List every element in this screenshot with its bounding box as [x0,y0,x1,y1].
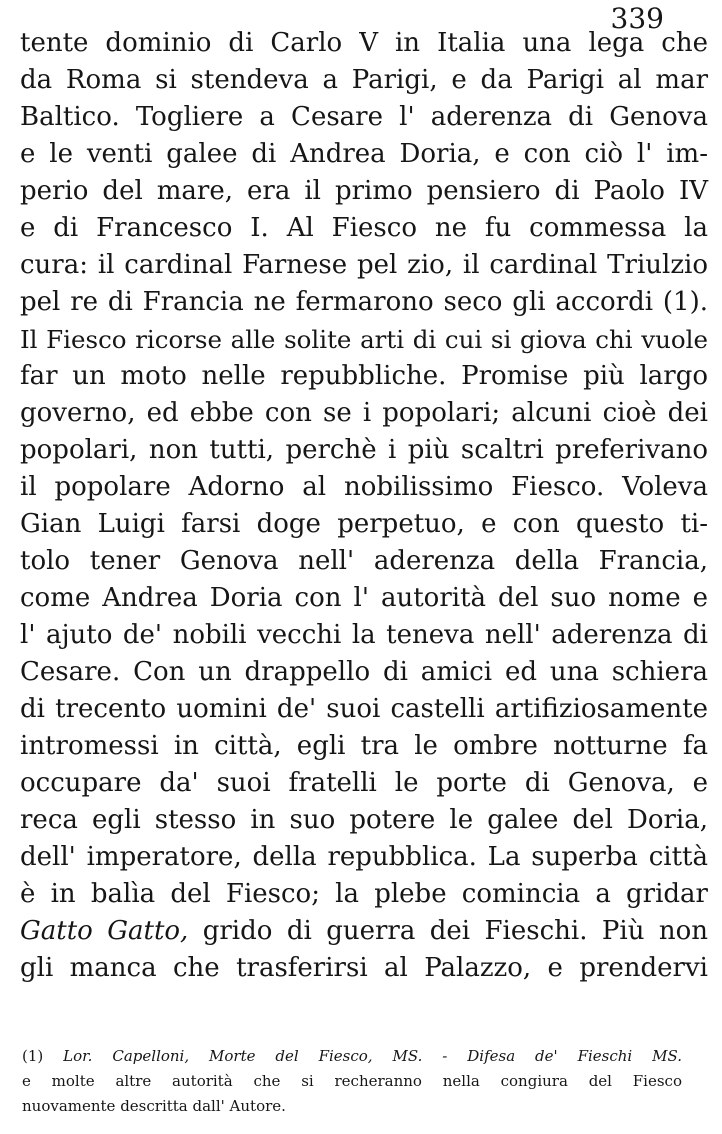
text-line: come Andrea Doria con l' autorità del suo nome e [20,583,708,613]
text-line: Gian Luigi farsi doge perpetuo, e con questo ti- [20,509,708,539]
text-line: tente dominio di Carlo V in Italia una lega che [20,28,708,58]
text-line: il popolare Adorno al nobilissimo Fiesco. Voleva [20,472,708,502]
text-line-italic [20,913,708,950]
text-line: occupare da' suoi fratelli le porte di Genova, e [20,768,708,798]
text-line: pel re di Francia ne fermarono seco gli accordi (1). [20,287,708,317]
footnote-line: e molte altre autorità che si recheranno nella congiura del Fiesco [22,1072,682,1090]
text-line: da Roma si stendeva a Parigi, e da Parigi al mar [20,65,708,95]
footnote-citation: Lor. Capelloni, Morte del Fiesco, MS. - Difesa de' Fieschi MS. [63,1047,682,1065]
text-line: popolari, non tutti, perchè i più scaltri preferivano [20,435,708,465]
footnote-line [22,1044,682,1069]
text-line: e le venti galee di Andrea Doria, e con ciò l' im- [20,139,708,169]
text-line: gli manca che trasferirsi al Palazzo, e prendervi [20,953,708,983]
text-line: intromessi in città, egli tra le ombre notturne fa [20,731,708,761]
text-line: cura: il cardinal Farnese pel zio, il cardinal Triulzio [20,250,708,280]
text-line: reca egli stesso in suo potere le galee del Doria, [20,805,708,835]
text-line: Cesare. Con un drappello di amici ed una schiera [20,657,708,687]
text-line: è in balìa del Fiesco; la plebe comincia a gridar [20,879,708,909]
italic-phrase: Gatto Gatto, [20,916,189,946]
text-line: l' ajuto de' nobili vecchi la teneva nell' aderenza di [20,620,708,650]
text-line: Baltico. Togliere a Cesare l' aderenza di Genova [20,102,708,132]
text-line: e di Francesco I. Al Fiesco ne fu commessa la [20,213,708,243]
footnote-marker: (1) [22,1047,44,1065]
text-line: tolo tener Genova nell' aderenza della Francia, [20,546,708,576]
text-line: far un moto nelle repubbliche. Promise più largo [20,361,708,391]
text-line-rest: grido di guerra dei Fieschi. Più non [188,916,708,946]
text-line: Il Fiesco ricorse alle solite arti di cui si giova chi vuole [20,325,708,354]
page-number: 339 [610,2,664,35]
text-line: governo, ed ebbe con se i popolari; alcuni cioè dei [20,398,708,428]
body-text [20,25,708,987]
footnotes [22,1044,682,1119]
text-line: perio del mare, era il primo pensiero di Paolo IV [20,176,708,206]
text-line: dell' imperatore, della repubblica. La superba città [20,842,708,872]
text-line: di trecento uomini de' suoi castelli artifiziosamente [20,694,708,724]
footnote-line: nuovamente descritta dall' Autore. [22,1097,286,1115]
